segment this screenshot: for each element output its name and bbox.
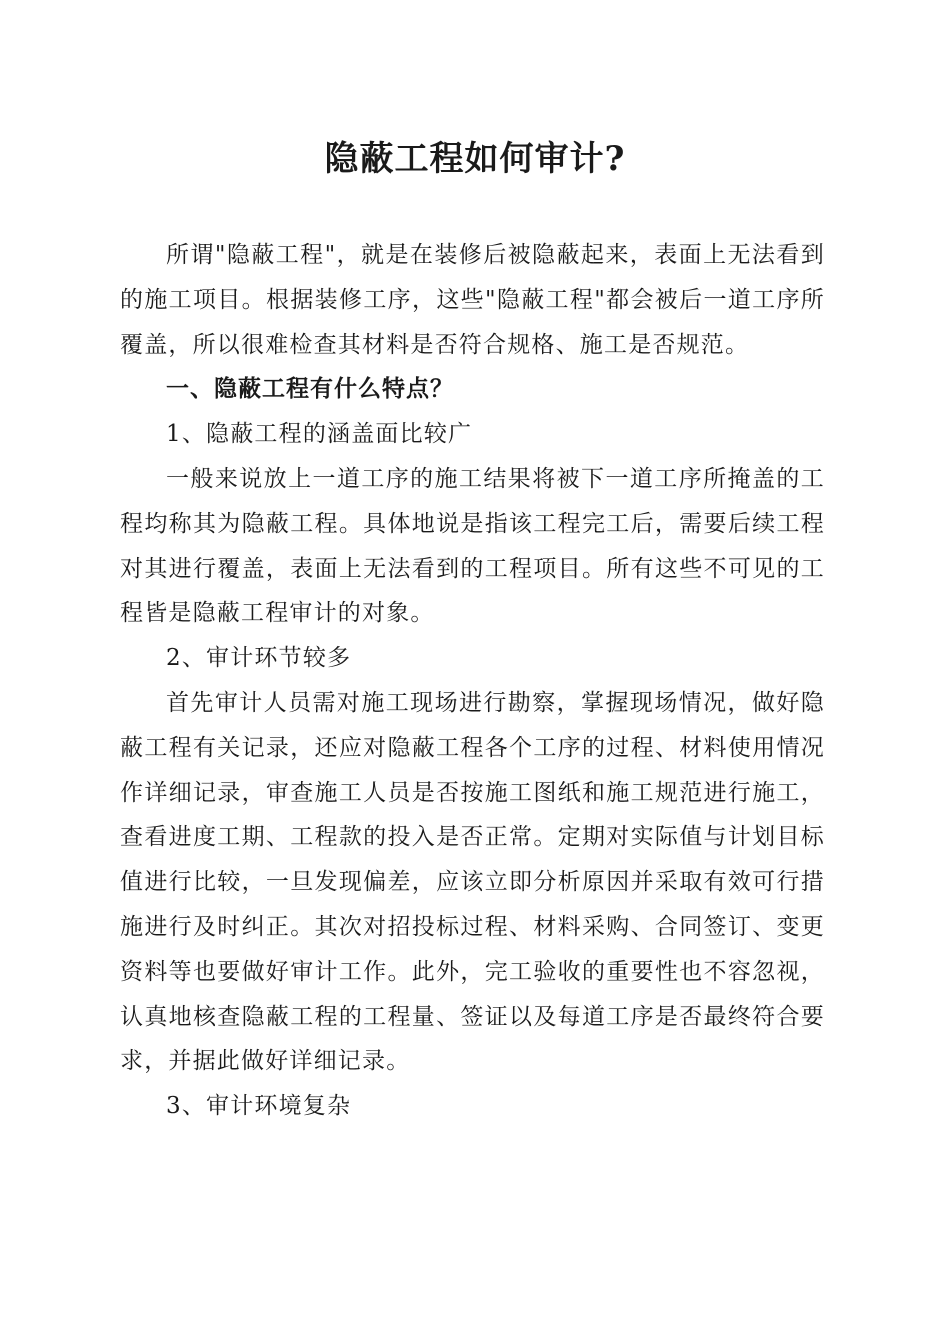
item-heading: 1、隐蔽工程的涵盖面比较广	[166, 421, 473, 448]
document-title: 隐蔽工程如何审计?	[324, 139, 626, 179]
item-heading: 2、审计环节较多	[166, 645, 352, 672]
body-paragraph: 一般来说放上一道工序的施工结果将被下一道工序所掩盖的工程均称其为隐蔽工程。具体地说是指该工程完工后，需要后续工程对其进行覆盖，表面上无法看到的工程项目。所有这些不可见的工程皆是隐蔽工程审计的对象。	[120, 465, 825, 627]
section-heading: 一、隐蔽工程有什么特点？	[166, 376, 454, 403]
body-paragraph: 首先审计人员需对施工现场进行勘察，掌握现场情况，做好隐蔽工程有关记录，还应对隐蔽工程各个工序的过程、材料使用情况作详细记录，审查施工人员是否按施工图纸和施工规范进行施工，查看进度工期、工程款的投入是否正常。定期对实际值与计划目标值进行比较，一旦发现偏差，应该立即分析原因并采取有效可行措施进行及时纠正。其次对招投标过程、材料采购、合同签订、变更资料等也要做好审计工作。此外，完工验收的重要性也不容忽视，认真地核查隐蔽工程的工程量、签证以及每道工序是否最终符合要求，并据此做好详细记录。	[120, 689, 825, 1075]
item-heading: 3、审计环境复杂	[166, 1093, 352, 1120]
intro-paragraph: 所谓"隐蔽工程"，就是在装修后被隐蔽起来，表面上无法看到的施工项目。根据装修工序，这些"隐蔽工程"都会被后一道工序所覆盖，所以很难检查其材料是否符合规格、施工是否规范。	[120, 242, 825, 358]
document-body	[120, 233, 825, 1129]
